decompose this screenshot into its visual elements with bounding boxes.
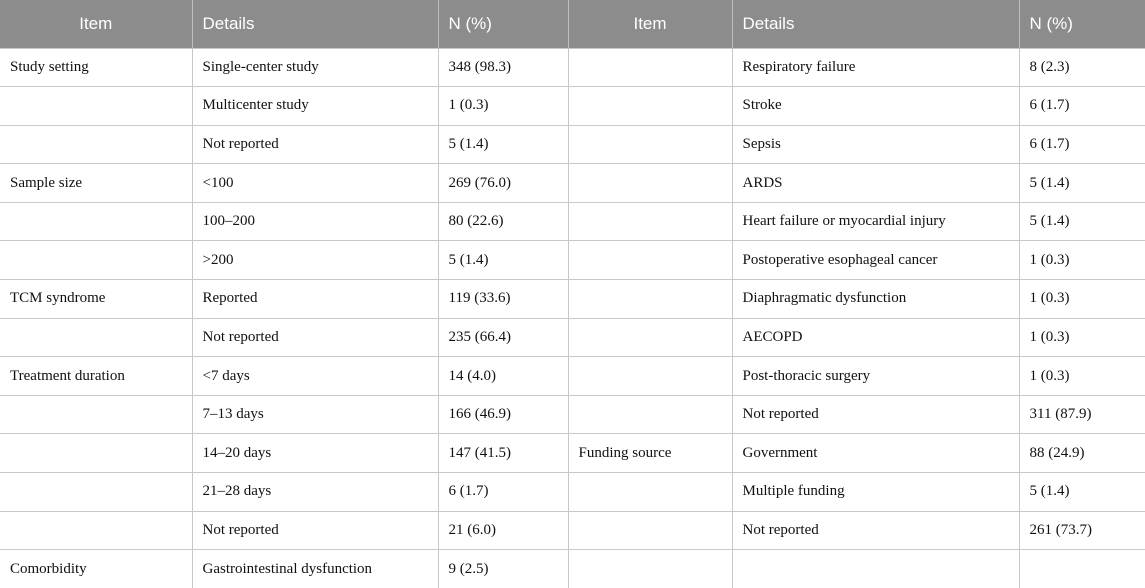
cell-n-percent-2: 311 (87.9)	[1019, 395, 1145, 434]
table-row	[0, 241, 1145, 280]
cell-details: Gastrointestinal dysfunction	[192, 550, 438, 588]
cell-item-2	[568, 164, 732, 203]
cell-item	[0, 318, 192, 357]
cell-item-2	[568, 241, 732, 280]
table-row	[0, 125, 1145, 164]
header-n-percent: N (%)	[438, 0, 568, 48]
cell-item	[0, 434, 192, 473]
cell-details: 7–13 days	[192, 395, 438, 434]
cell-details: 100–200	[192, 202, 438, 241]
cell-details-2: Respiratory failure	[732, 48, 1019, 87]
cell-n-percent-2: 1 (0.3)	[1019, 241, 1145, 280]
cell-item: TCM syndrome	[0, 280, 192, 319]
cell-details-2: Heart failure or myocardial injury	[732, 202, 1019, 241]
cell-item: Sample size	[0, 164, 192, 203]
cell-details-2: Stroke	[732, 87, 1019, 126]
cell-details-2: Post-thoracic surgery	[732, 357, 1019, 396]
table-row	[0, 87, 1145, 126]
cell-n-percent: 348 (98.3)	[438, 48, 568, 87]
cell-details: Not reported	[192, 511, 438, 550]
cell-details: 14–20 days	[192, 434, 438, 473]
cell-n-percent-2: 6 (1.7)	[1019, 87, 1145, 126]
table-row	[0, 48, 1145, 87]
cell-details: >200	[192, 241, 438, 280]
cell-item: Study setting	[0, 48, 192, 87]
cell-details: Not reported	[192, 318, 438, 357]
cell-n-percent-2: 261 (73.7)	[1019, 511, 1145, 550]
table-header	[0, 0, 1145, 48]
cell-details-2: Government	[732, 434, 1019, 473]
cell-n-percent-2: 1 (0.3)	[1019, 318, 1145, 357]
table-row	[0, 434, 1145, 473]
cell-details: Not reported	[192, 125, 438, 164]
cell-details-2: AECOPD	[732, 318, 1019, 357]
cell-n-percent: 5 (1.4)	[438, 241, 568, 280]
cell-item: Treatment duration	[0, 357, 192, 396]
cell-n-percent: 166 (46.9)	[438, 395, 568, 434]
table-row	[0, 164, 1145, 203]
table-row	[0, 395, 1145, 434]
cell-item-2	[568, 357, 732, 396]
cell-n-percent: 235 (66.4)	[438, 318, 568, 357]
cell-n-percent: 21 (6.0)	[438, 511, 568, 550]
table-row	[0, 511, 1145, 550]
cell-item-2	[568, 125, 732, 164]
cell-item-2	[568, 550, 732, 588]
cell-details: <7 days	[192, 357, 438, 396]
cell-item-2	[568, 202, 732, 241]
cell-details-2: Not reported	[732, 395, 1019, 434]
cell-details-2: Diaphragmatic dysfunction	[732, 280, 1019, 319]
header-details-2: Details	[732, 0, 1019, 48]
cell-item	[0, 395, 192, 434]
cell-item	[0, 125, 192, 164]
cell-n-percent-2: 8 (2.3)	[1019, 48, 1145, 87]
cell-details-2: Not reported	[732, 511, 1019, 550]
cell-item	[0, 87, 192, 126]
cell-details-2	[732, 550, 1019, 588]
cell-n-percent-2: 1 (0.3)	[1019, 357, 1145, 396]
cell-details: Single-center study	[192, 48, 438, 87]
cell-item-2	[568, 280, 732, 319]
cell-item	[0, 511, 192, 550]
cell-item-2	[568, 473, 732, 512]
cell-n-percent: 1 (0.3)	[438, 87, 568, 126]
cell-details: <100	[192, 164, 438, 203]
cell-n-percent: 80 (22.6)	[438, 202, 568, 241]
cell-n-percent: 5 (1.4)	[438, 125, 568, 164]
cell-n-percent-2: 1 (0.3)	[1019, 280, 1145, 319]
table-row	[0, 473, 1145, 512]
table-row	[0, 280, 1145, 319]
cell-item	[0, 473, 192, 512]
cell-item-2	[568, 395, 732, 434]
cell-item	[0, 202, 192, 241]
cell-n-percent-2: 6 (1.7)	[1019, 125, 1145, 164]
cell-n-percent: 6 (1.7)	[438, 473, 568, 512]
table-row	[0, 357, 1145, 396]
cell-details: 21–28 days	[192, 473, 438, 512]
cell-item-2: Funding source	[568, 434, 732, 473]
cell-n-percent: 9 (2.5)	[438, 550, 568, 588]
cell-item	[0, 241, 192, 280]
cell-n-percent-2: 5 (1.4)	[1019, 473, 1145, 512]
header-details: Details	[192, 0, 438, 48]
cell-n-percent: 119 (33.6)	[438, 280, 568, 319]
cell-n-percent-2: 5 (1.4)	[1019, 164, 1145, 203]
cell-n-percent-2	[1019, 550, 1145, 588]
cell-item-2	[568, 48, 732, 87]
header-n-percent-2: N (%)	[1019, 0, 1145, 48]
header-row	[0, 0, 1145, 48]
cell-details-2: Multiple funding	[732, 473, 1019, 512]
cell-details: Reported	[192, 280, 438, 319]
cell-details-2: ARDS	[732, 164, 1019, 203]
table-body	[0, 48, 1145, 588]
cell-item-2	[568, 87, 732, 126]
cell-item-2	[568, 318, 732, 357]
cell-details-2: Postoperative esophageal cancer	[732, 241, 1019, 280]
cell-n-percent-2: 88 (24.9)	[1019, 434, 1145, 473]
table-row	[0, 550, 1145, 588]
header-item: Item	[0, 0, 192, 48]
cell-n-percent: 147 (41.5)	[438, 434, 568, 473]
cell-item-2	[568, 511, 732, 550]
cell-n-percent-2: 5 (1.4)	[1019, 202, 1145, 241]
cell-details: Multicenter study	[192, 87, 438, 126]
cell-item: Comorbidity	[0, 550, 192, 588]
cell-n-percent: 14 (4.0)	[438, 357, 568, 396]
table-row	[0, 318, 1145, 357]
cell-details-2: Sepsis	[732, 125, 1019, 164]
cell-n-percent: 269 (76.0)	[438, 164, 568, 203]
header-item-2: Item	[568, 0, 732, 48]
table-row	[0, 202, 1145, 241]
